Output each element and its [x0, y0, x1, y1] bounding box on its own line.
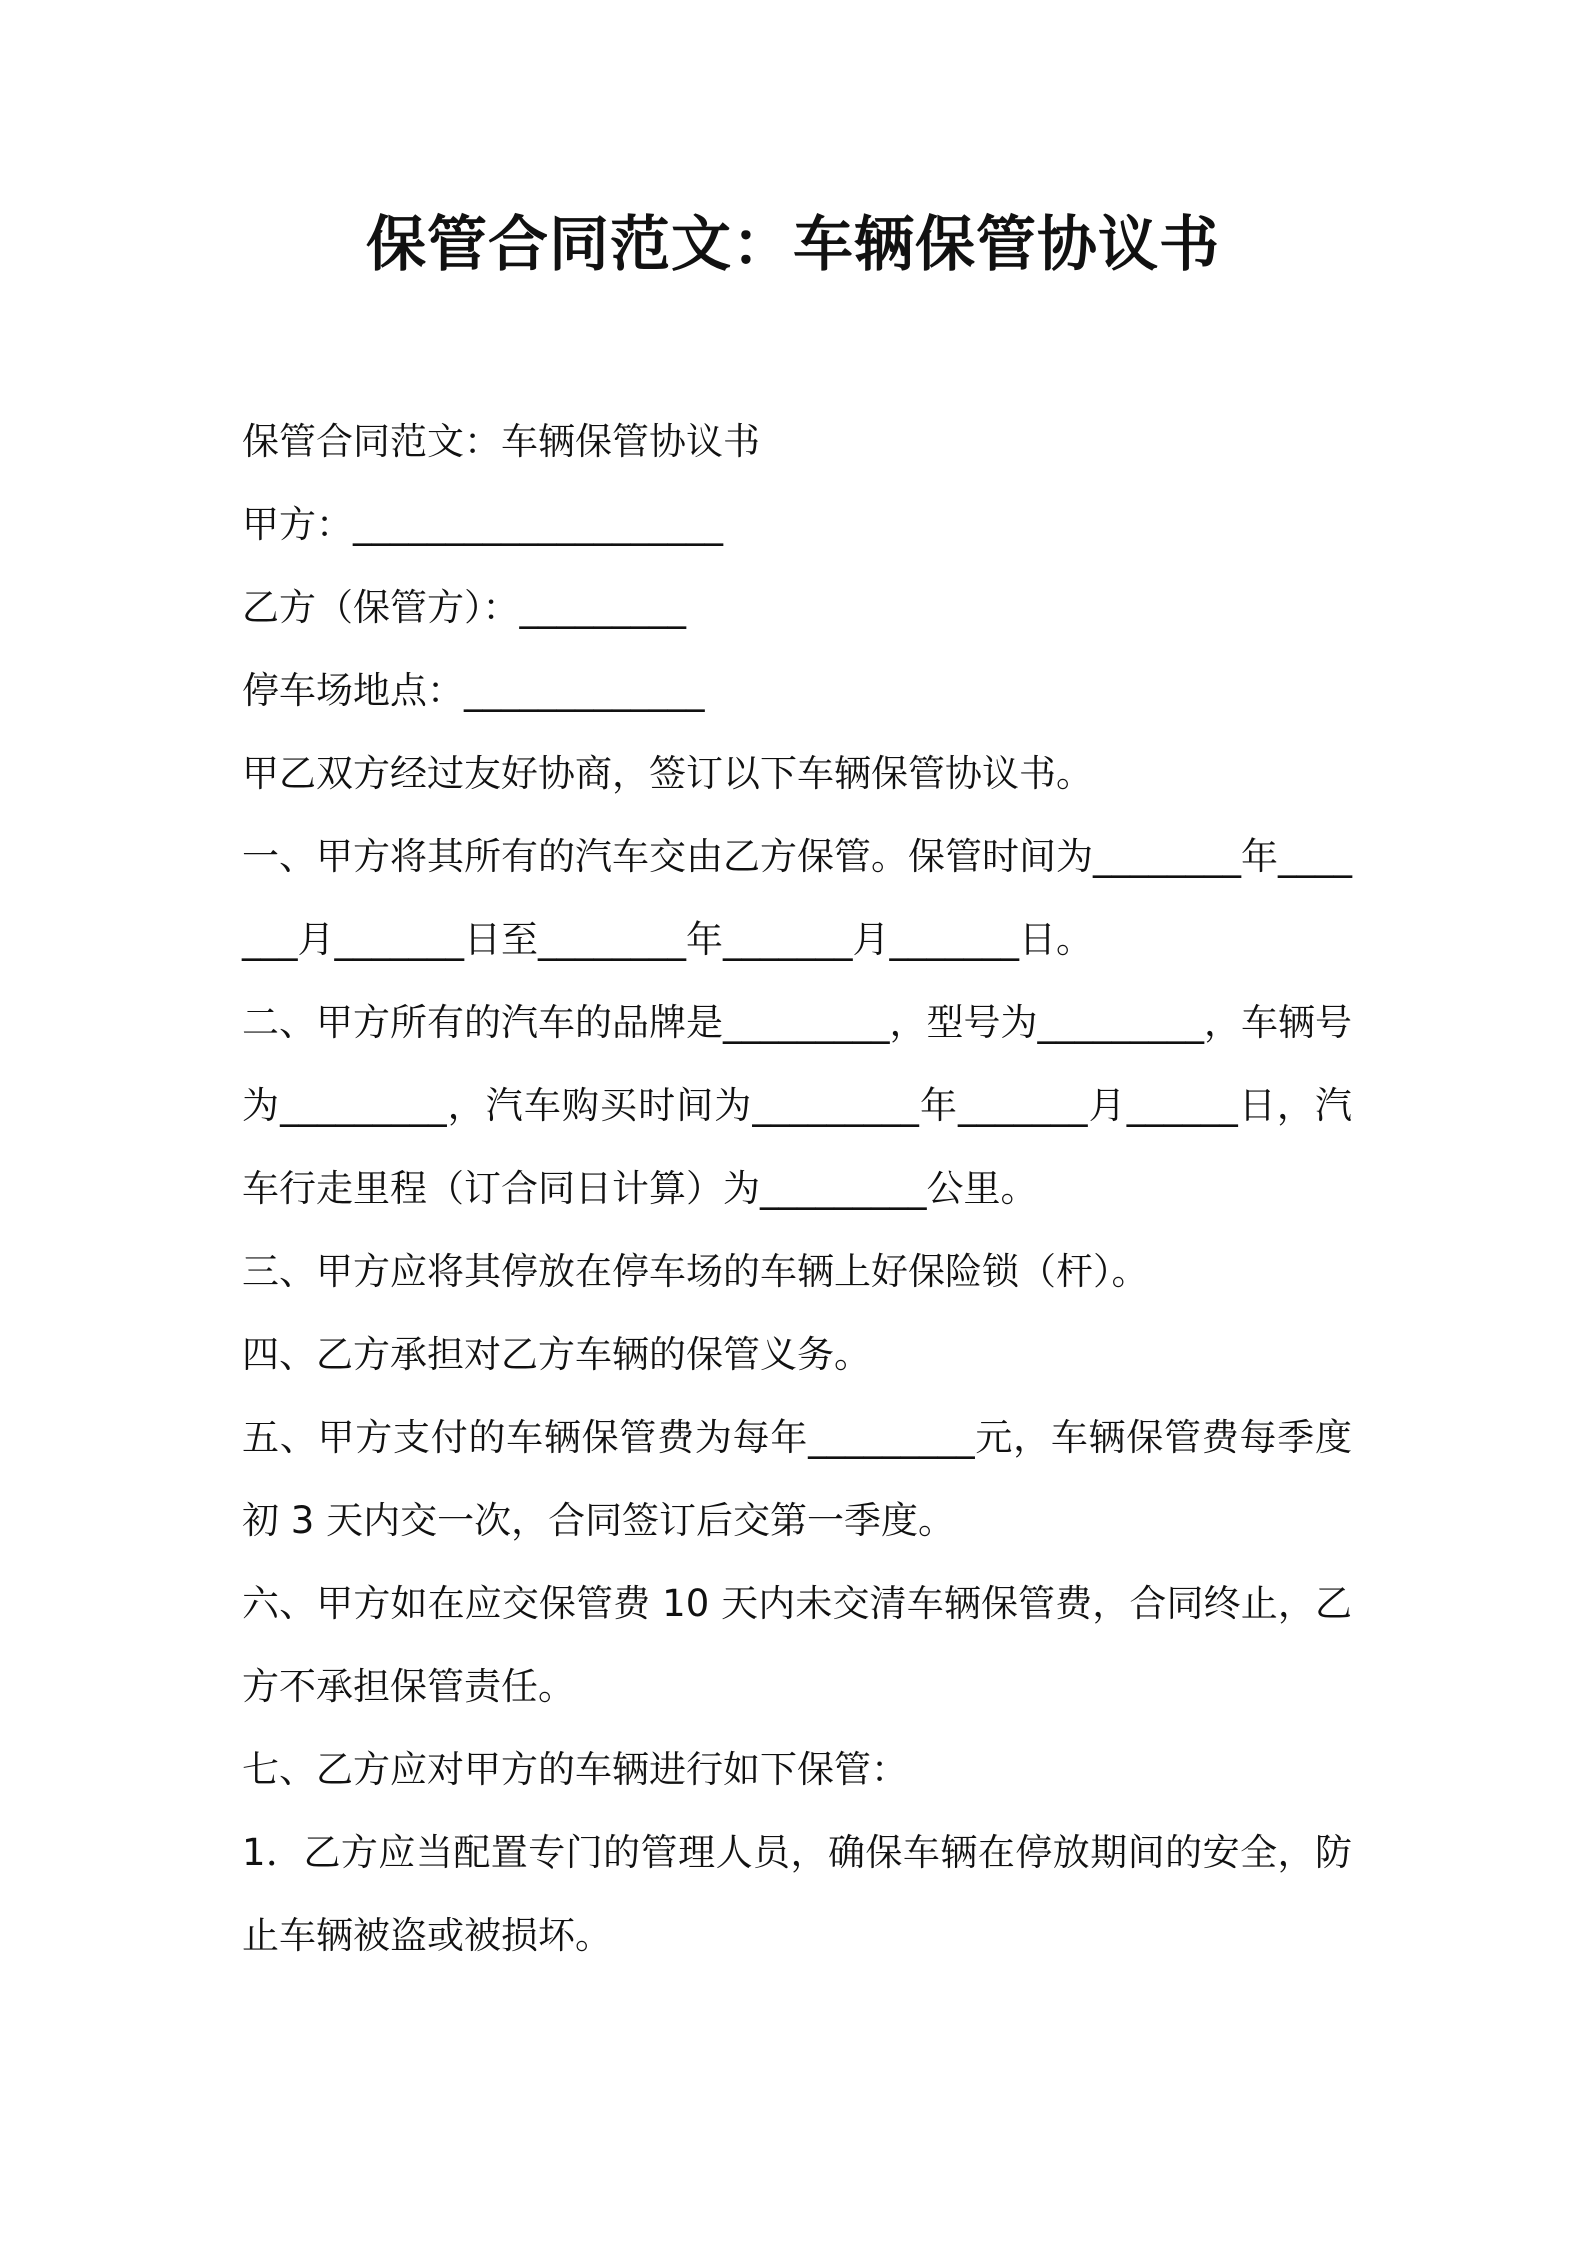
paragraph-clause-7-item-1: 1．乙方应当配置专门的管理人员，确保车辆在停放期间的安全，防止车辆被盗或被损坏。: [242, 1831, 1352, 1957]
paragraph-intro: 甲乙双方经过友好协商，签订以下车辆保管协议书。: [242, 752, 1093, 795]
document-body: [242, 400, 1352, 1977]
paragraph-parking-location: 停车场地点：_____________: [242, 669, 705, 712]
document-title: 保管合同范文：车辆保管协议书: [366, 210, 1220, 280]
paragraph-party-a: 甲方：____________________: [242, 503, 723, 546]
paragraph-clause-2: 二、甲方所有的汽车的品牌是_________，型号为_________，车辆号为_________，汽车购买时间为_________年_______月______日，汽车行走里程（订合同日计算）为_________公里。: [242, 1001, 1352, 1210]
paragraph-clause-4: 四、乙方承担对乙方车辆的保管义务。: [242, 1333, 871, 1376]
paragraph-clause-3: 三、甲方应将其停放在停车场的车辆上好保险锁（杆）。: [242, 1250, 1149, 1293]
paragraph-clause-5: 五、甲方支付的车辆保管费为每年_________元，车辆保管费每季度初 3 天内交一次，合同签订后交第一季度。: [242, 1416, 1352, 1542]
paragraph-party-b: 乙方（保管方）：_________: [242, 586, 686, 629]
paragraph-clause-6: 六、甲方如在应交保管费 10 天内未交清车辆保管费，合同终止，乙方不承担保管责任。: [242, 1582, 1352, 1708]
paragraph-clause-7: 七、乙方应对甲方的车辆进行如下保管：: [242, 1748, 908, 1791]
paragraph-subtitle: 保管合同范文：车辆保管协议书: [242, 420, 760, 463]
paragraph-clause-1: 一、甲方将其所有的汽车交由乙方保管。保管时间为________年_______月_______日至________年_______月_______日。: [242, 835, 1352, 961]
